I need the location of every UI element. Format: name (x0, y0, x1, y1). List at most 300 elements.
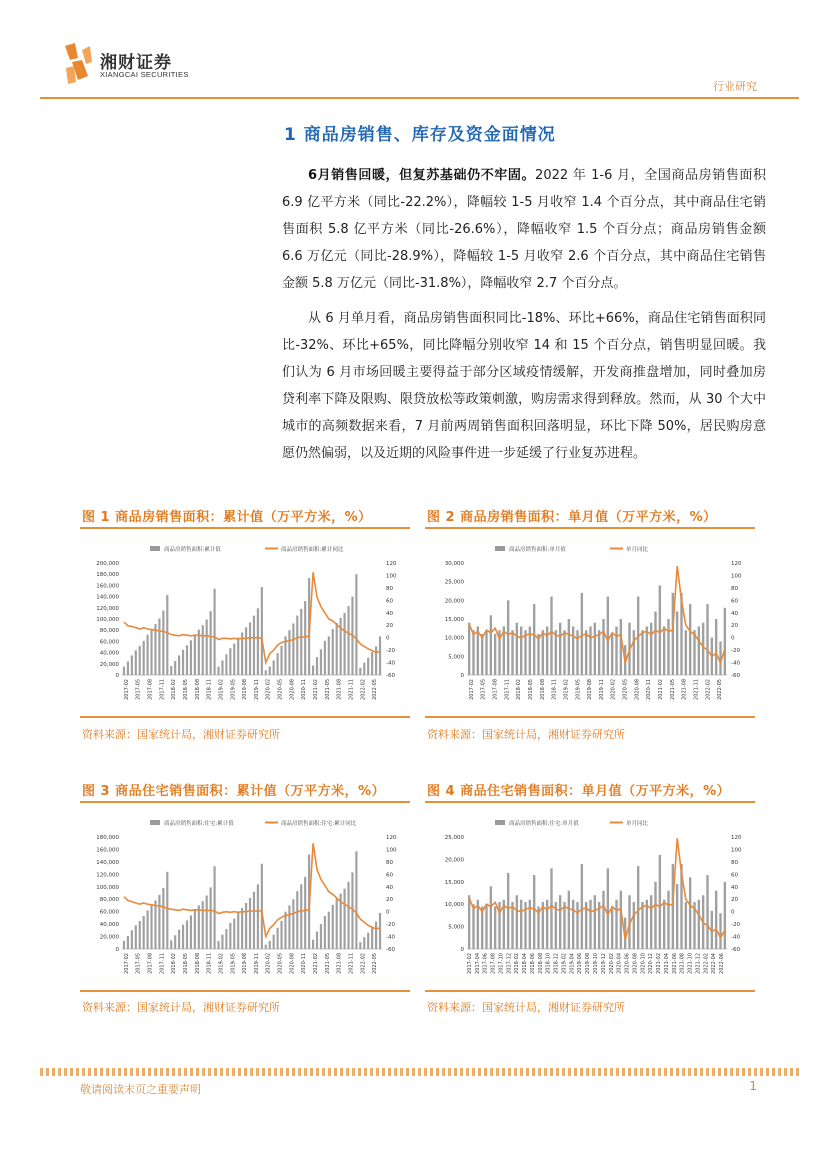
x-tick-label: 2021-06 (671, 953, 678, 974)
bar (355, 574, 357, 675)
x-tick-label: 2019-08 (242, 679, 249, 700)
y-right-tick-label: 40 (386, 884, 393, 891)
x-tick-label: 2017-02 (123, 952, 130, 974)
bar (615, 626, 617, 675)
x-tick-label: 2022-02 (705, 679, 712, 700)
bar (213, 589, 215, 675)
bar (300, 884, 302, 949)
bar (516, 623, 518, 675)
figure-2-title: 图 2 商品房销售面积：单月值（万平方米，%） (427, 510, 717, 525)
bar (336, 899, 338, 949)
x-tick-label: 2020-08 (289, 679, 296, 700)
y-right-tick-label: -60 (386, 673, 395, 679)
paragraph-1-body: 2022 年 1-6 月，全国商品房销售面积 6.9 亿平方米（同比-22.2%），降幅较 1-5 月收窄 1.4 个百分点，其中商品住宅销售面积 5.8 亿平方米（同比-26.6%），降幅收窄 1.5 个百分点；商品房销售金额 6.6 万亿元（同比-28.9%），降幅较 1-5 月收窄 2.6 个百分点，其中商品住宅销售金额 5.8 万亿元（同比-31.8%），降幅收窄 2.7 个百分点。 (282, 168, 766, 291)
bar (598, 630, 600, 675)
bar (494, 906, 496, 949)
figure-2-chart (425, 535, 755, 713)
x-tick-label: 2019-05 (230, 679, 237, 700)
bar (359, 668, 361, 675)
bar (178, 930, 180, 949)
bar (667, 891, 669, 949)
bar (685, 630, 687, 675)
x-tick-label: 2020-05 (277, 952, 284, 974)
legend-line-label: 单月同比 (626, 547, 649, 553)
bar (288, 905, 290, 949)
x-tick-label: 2021-11 (693, 679, 700, 700)
bar (511, 630, 513, 675)
bar (641, 630, 643, 675)
figure-1-source: 资料来源：国家统计局，湘财证券研究所 (82, 728, 280, 741)
y-right-tick-label: -20 (386, 648, 395, 655)
bar (646, 900, 648, 949)
bar (663, 626, 665, 675)
x-tick-label: 2019-06 (577, 952, 584, 974)
y-right-tick-label: -40 (386, 934, 395, 941)
x-tick-label: 2017-08 (147, 952, 154, 974)
bar (135, 925, 137, 949)
y-left-tick-label: 20,000 (444, 857, 464, 864)
bar (472, 904, 474, 949)
y-left-tick-label: 15,000 (444, 879, 464, 886)
bar (154, 624, 156, 675)
bar (123, 941, 125, 949)
bar (359, 942, 361, 949)
x-tick-label: 2017-08 (492, 678, 499, 700)
legend-line-label: 商品房销售面积:住宅:累计同比 (281, 821, 357, 827)
bar (162, 611, 164, 675)
legend-bar-swatch (150, 820, 160, 825)
x-tick-label: 2022-05 (372, 679, 379, 700)
x-tick-label: 2022-05 (717, 679, 724, 700)
x-tick-label: 2018-05 (183, 679, 189, 700)
bar (277, 928, 279, 949)
x-tick-label: 2021-02 (313, 679, 319, 700)
bar (280, 921, 282, 949)
bar (633, 630, 635, 675)
y-left-tick-label: 20,000 (444, 598, 464, 605)
bar (206, 620, 208, 675)
bar (589, 900, 591, 949)
y-right-tick-label: -40 (731, 660, 740, 667)
x-tick-label: 2019-05 (575, 679, 582, 700)
bar (332, 629, 334, 675)
bar (150, 629, 152, 675)
x-tick-label: 2020-02 (608, 953, 615, 974)
y-left-tick-label: 60,000 (99, 639, 119, 646)
legend-bar-label: 商品房销售面积:累计值 (164, 547, 221, 553)
bar (261, 864, 263, 949)
x-tick-label: 2021-08 (679, 953, 686, 974)
bar (174, 661, 176, 675)
bar (550, 868, 552, 949)
x-tick-label: 2019-02 (561, 953, 568, 974)
x-tick-label: 2020-08 (634, 679, 641, 700)
bar (198, 905, 200, 949)
bar (706, 875, 708, 949)
x-tick-label: 2017-02 (468, 678, 475, 700)
bar (210, 611, 212, 675)
bar (198, 630, 200, 675)
x-tick-label: 2018-08 (539, 678, 546, 700)
bar (589, 626, 591, 675)
bar (576, 630, 578, 675)
bar (568, 891, 570, 949)
bar (520, 900, 522, 949)
bar (533, 875, 535, 949)
figure-4-bottom-rule (425, 990, 755, 992)
bar (646, 626, 648, 675)
y-left-tick-label: 5,000 (448, 654, 464, 661)
figure-3-bottom-rule (80, 990, 410, 992)
x-tick-label: 2018-11 (206, 678, 213, 700)
y-left-tick-label: 30,000 (444, 561, 464, 567)
x-tick-label: 2017-06 (482, 953, 489, 974)
bar (468, 895, 470, 949)
bar (143, 916, 145, 949)
bar (143, 641, 145, 675)
x-tick-label: 2019-11 (253, 952, 260, 974)
bar (284, 912, 286, 949)
x-tick-label: 2017-08 (490, 953, 497, 974)
bar (676, 884, 678, 949)
bar (379, 636, 381, 675)
y-left-tick-label: 100,000 (96, 884, 119, 891)
bar (367, 933, 369, 949)
x-tick-label: 2020-12 (648, 953, 655, 974)
bar (206, 895, 208, 949)
bar (312, 940, 314, 949)
bar (312, 665, 314, 675)
bar (237, 637, 239, 675)
bar (296, 616, 298, 675)
brand-name-en: XIANGCAI SECURITIES (100, 70, 189, 79)
x-tick-label: 2022-05 (372, 953, 379, 974)
bar (147, 910, 149, 949)
bar (375, 646, 377, 675)
bar (292, 623, 294, 675)
legend-bar-swatch (150, 546, 160, 551)
x-tick-label: 2018-08 (194, 678, 201, 700)
bar (516, 895, 518, 949)
bar (637, 866, 639, 949)
x-tick-label: 2018-02 (171, 953, 178, 974)
figure-1-rule (80, 527, 410, 529)
bar (563, 902, 565, 949)
y-right-tick-label: 60 (386, 598, 393, 605)
bar (524, 630, 526, 675)
bar (602, 891, 604, 949)
y-left-tick-label: 15,000 (444, 617, 464, 623)
x-tick-label: 2019-08 (587, 679, 594, 700)
y-right-tick-label: 60 (386, 872, 393, 879)
bar (343, 889, 345, 949)
bar (347, 606, 349, 675)
paragraph-2-body: 从 6 月单月看，商品房销售面积同比-18%、环比+66%，商品住宅销售面积同比-32%、环比+65%，同比降幅分别收窄 14 和 15 个百分点，销售明显回暖。我们认为 6 月市场回暖主要得益于部分区域疫情缓解，开发商推盘增加，同时叠加房贷利率下降及限购、限贷放松等政策刺激，购房需求得到释放。然而，从 30 个大中城市的高频数据来看，7 月前两周销售面积回落明显，环比下降 50%，居民购房意愿仍然偏弱，以及近期的风险事件进一步延缓了行业复苏进程。 (282, 311, 766, 461)
bar (170, 940, 172, 949)
bar (210, 887, 212, 949)
bar (611, 906, 613, 949)
report-type-label: 行业研究 (713, 80, 757, 93)
figure-3-chart (80, 809, 410, 987)
bar (194, 910, 196, 949)
bar (166, 595, 168, 675)
bar (481, 634, 483, 675)
bar (347, 882, 349, 949)
bar (288, 630, 290, 675)
bar (490, 886, 492, 949)
x-tick-label: 2019-08 (585, 952, 592, 974)
x-tick-label: 2021-02 (313, 953, 319, 974)
x-tick-label: 2020-11 (301, 679, 308, 700)
bar (689, 604, 691, 675)
x-tick-label: 2022-06 (719, 953, 726, 974)
bar (316, 932, 318, 949)
y-right-tick-label: -40 (386, 660, 395, 667)
bar (324, 916, 326, 949)
bar (568, 619, 570, 675)
x-tick-label: 2020-02 (265, 678, 272, 700)
y-left-tick-label: 80,000 (99, 628, 119, 635)
legend-bar-label: 商品房销售面积:住宅:累计值 (164, 821, 234, 827)
bar (607, 868, 609, 949)
y-right-tick-label: -60 (731, 947, 740, 953)
bar (332, 905, 334, 949)
bar (633, 902, 635, 949)
bar (507, 873, 509, 949)
bar (154, 900, 156, 949)
paragraph-1 (282, 162, 766, 297)
bar (233, 644, 235, 675)
x-tick-label: 2019-12 (600, 953, 607, 974)
y-right-tick-label: 20 (386, 623, 393, 630)
bar (253, 892, 255, 949)
section-title: 1 商品房销售、库存及资金面情况 (284, 125, 556, 145)
bar (253, 616, 255, 675)
bar (698, 900, 700, 949)
bar (225, 929, 227, 949)
y-right-tick-label: 80 (731, 859, 738, 866)
page-number: 1 (749, 1079, 757, 1093)
y-left-tick-label: 160,000 (96, 847, 119, 854)
bar (194, 635, 196, 675)
figure-1-bottom-rule (80, 716, 410, 718)
y-left-tick-label: 20,000 (99, 934, 119, 941)
y-left-tick-label: 80,000 (99, 897, 119, 904)
figure-4-chart (425, 809, 755, 987)
bar (269, 941, 271, 949)
y-right-tick-label: -20 (731, 922, 740, 929)
bar (550, 597, 552, 675)
bar (190, 915, 192, 949)
bar (316, 657, 318, 675)
bar (485, 904, 487, 949)
bar (641, 902, 643, 949)
y-left-tick-label: 180,000 (96, 572, 119, 579)
bar (585, 630, 587, 675)
bar (546, 900, 548, 949)
header-divider (40, 97, 799, 99)
bar (654, 882, 656, 949)
x-tick-label: 2020-04 (616, 952, 623, 974)
y-left-tick-label: 40,000 (99, 922, 119, 929)
bar (563, 630, 565, 675)
brand-name-cn: 湘财证券 (100, 53, 172, 73)
bar (135, 650, 137, 675)
figure-3-title: 图 3 商品住宅销售面积：累计值（万平方米，%） (82, 784, 386, 799)
bar (576, 902, 578, 949)
bar (650, 895, 652, 949)
bar (182, 650, 184, 675)
bar (594, 895, 596, 949)
footer-disclaimer: 敬请阅读末页之重要声明 (80, 1083, 201, 1096)
y-left-tick-label: 120,000 (96, 605, 119, 612)
x-tick-label: 2017-12 (506, 952, 513, 974)
bar (654, 612, 656, 675)
x-tick-label: 2018-06 (530, 953, 536, 974)
x-tick-label: 2018-08 (537, 952, 544, 974)
bar (202, 901, 204, 949)
bar (581, 593, 583, 675)
x-tick-label: 2019-02 (218, 679, 225, 700)
y-left-tick-label: 140,000 (96, 594, 119, 601)
x-tick-label: 2021-08 (336, 952, 343, 974)
bar (213, 866, 215, 949)
y-left-tick-label: 0 (115, 673, 119, 679)
y-right-tick-label: 80 (386, 859, 393, 866)
bar (667, 619, 669, 675)
bar (229, 923, 231, 949)
y-left-tick-label: 160,000 (96, 583, 119, 590)
x-tick-label: 2021-04 (663, 952, 670, 974)
bar (174, 935, 176, 949)
x-tick-label: 2021-02 (658, 679, 664, 700)
y-right-tick-label: 0 (731, 635, 735, 642)
bar (367, 658, 369, 675)
y-left-tick-label: 25,000 (444, 579, 464, 586)
figure-1-title: 图 1 商品房销售面积：累计值（万平方米，%） (82, 510, 372, 525)
y-right-tick-label: -20 (731, 648, 740, 655)
figure-3-rule (80, 801, 410, 803)
bar (355, 851, 357, 949)
bar (546, 626, 548, 675)
bar (672, 593, 674, 675)
x-tick-label: 2019-02 (218, 953, 225, 974)
y-left-tick-label: 60,000 (99, 909, 119, 916)
x-tick-label: 2021-11 (348, 953, 355, 974)
y-right-tick-label: -60 (731, 673, 740, 679)
bar (663, 900, 665, 949)
y-left-tick-label: 10,000 (444, 635, 464, 642)
bar (186, 920, 188, 949)
y-left-tick-label: 0 (460, 947, 464, 953)
figure-2-rule (425, 527, 755, 529)
x-tick-label: 2017-05 (135, 678, 142, 700)
y-left-tick-label: 5,000 (448, 924, 464, 931)
bar (139, 646, 141, 675)
y-right-tick-label: 120 (731, 561, 742, 567)
bar (261, 587, 263, 675)
y-right-tick-label: 100 (386, 573, 397, 580)
bar (676, 612, 678, 675)
bar (273, 935, 275, 949)
figure-2-bottom-rule (425, 716, 755, 718)
x-tick-label: 2021-05 (324, 678, 331, 700)
x-tick-label: 2018-02 (514, 952, 521, 974)
bar (490, 615, 492, 675)
bar (273, 660, 275, 675)
bar (178, 655, 180, 675)
x-tick-label: 2019-04 (569, 953, 576, 974)
bar (537, 634, 539, 675)
bar (594, 623, 596, 675)
bar (217, 941, 219, 949)
y-right-tick-label: 20 (731, 623, 738, 630)
x-tick-label: 2019-05 (230, 953, 237, 974)
bar (139, 921, 141, 949)
bar (233, 919, 235, 949)
bar (221, 660, 223, 675)
bar (131, 930, 133, 949)
x-tick-label: 2017-05 (480, 678, 487, 700)
x-tick-label: 2019-10 (593, 953, 599, 974)
x-tick-label: 2017-11 (159, 953, 166, 974)
y-right-tick-label: 100 (386, 847, 397, 854)
bar (572, 900, 574, 949)
x-tick-label: 2017-02 (466, 952, 473, 974)
bar (170, 666, 172, 675)
x-tick-label: 2018-04 (522, 953, 529, 974)
bar (320, 649, 322, 675)
bar (611, 634, 613, 675)
x-tick-label: 2018-05 (528, 679, 534, 700)
bar (147, 635, 149, 675)
bar (659, 855, 661, 949)
bar (221, 935, 223, 949)
bar (257, 884, 259, 949)
y-right-tick-label: 20 (386, 897, 393, 904)
bar (485, 630, 487, 675)
x-tick-label: 2017-04 (474, 952, 481, 974)
bar (533, 604, 535, 675)
legend-line-label: 单月同比 (626, 821, 649, 827)
y-right-tick-label: 120 (386, 835, 397, 841)
y-left-tick-label: 10,000 (444, 902, 464, 909)
x-tick-label: 2017-08 (147, 678, 154, 700)
y-left-tick-label: 40,000 (99, 650, 119, 657)
bar (371, 927, 373, 949)
bar (257, 608, 259, 675)
bar (249, 898, 251, 949)
x-tick-label: 2021-12 (695, 952, 702, 974)
figure-4-source: 资料来源：国家统计局，湘财证券研究所 (427, 1001, 625, 1014)
y-right-tick-label: 60 (731, 872, 738, 879)
bar (150, 905, 152, 949)
x-tick-label: 2021-08 (681, 678, 688, 700)
bar (300, 609, 302, 675)
bar (689, 877, 691, 949)
bar (127, 662, 129, 675)
y-right-tick-label: 40 (731, 884, 738, 891)
x-tick-label: 2020-02 (265, 952, 272, 974)
bar (245, 903, 247, 949)
bar (292, 899, 294, 949)
y-right-tick-label: 80 (731, 585, 738, 592)
bar (343, 613, 345, 675)
bar (706, 604, 708, 675)
paragraph-1-lead: 6月销售回暖，但复苏基础仍不牢固。 (308, 168, 536, 183)
y-left-tick-label: 0 (460, 673, 464, 679)
x-tick-label: 2018-05 (183, 953, 189, 974)
